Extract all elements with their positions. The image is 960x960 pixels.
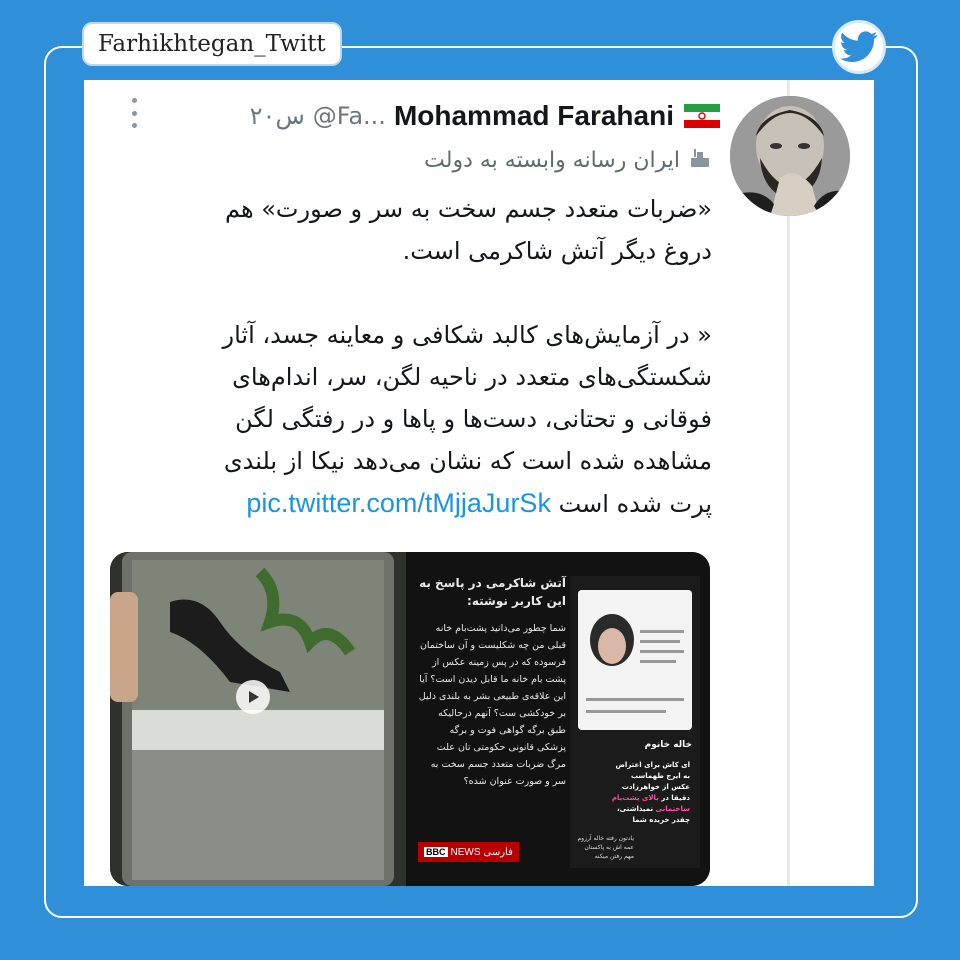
tweet-line: «ضربات متعدد جسم سخت به سر و صورت» هم [224, 195, 712, 223]
avatar[interactable] [730, 96, 850, 216]
display-name[interactable]: Mohammad Farahani [393, 100, 674, 131]
tweet-line: فوقانی و تحتانی، دست‌ها و پاها و در رفتگی لگن [235, 405, 712, 433]
state-media-label-text: ایران رسانه وابسته به دولت [424, 147, 680, 173]
tweet-time[interactable]: ۲۰س [249, 102, 305, 130]
play-icon [246, 690, 260, 704]
tweet-line-text: پرت شده است [558, 490, 712, 518]
story-highlight: بالای پشت‌بام [611, 794, 659, 802]
bbc-image[interactable] [410, 552, 710, 886]
tweet-line: دروغ دیگر آتش شاکرمی است. [402, 237, 712, 265]
story-line [590, 793, 690, 804]
video-thumbnail[interactable] [110, 552, 406, 886]
story-line: ای کاش برای اعتراض [615, 761, 690, 769]
iran-flag-icon [684, 104, 720, 128]
story-title: خاله خانوم [644, 740, 692, 750]
story-footnote: یادتون رفته خاله آرزوم عمه اش به پاکستان مهم رفتن میکنه [577, 835, 634, 860]
story-line-part: دقیقا در [661, 794, 690, 802]
story-line [590, 804, 690, 815]
tweet-line: شکستگی‌های متعدد در ناحیه لگن، سر، اندام‌های [232, 363, 712, 391]
tweet-line-last [124, 482, 712, 525]
bbc-letters: BBC [426, 847, 446, 857]
story-line-part: نمیذاشتی، [617, 805, 654, 813]
channel-handle-text: Farhikhtegan_Twitt [98, 31, 326, 57]
tweet-line: « در آزمایش‌های کالبد شکافی و معاینه جسد، آثار [222, 321, 712, 349]
story-text [590, 760, 690, 826]
story-screenshot [578, 590, 692, 730]
tweet-body [124, 188, 712, 525]
channel-handle-badge [82, 22, 342, 66]
bbc-logo [418, 842, 519, 862]
tweet-line: مشاهده شده است که نشان می‌دهد نیکا از بلندی [223, 447, 712, 475]
quote-body: شما چطور می‌دانید پشت‌بام خانه قبلی من چه شکلیست و آن ساختمان فرسوده که در پس زمینه عکس از پشت بام خانه ما قابل دیدن است؟ آیا این علاقه‌ی طبیعی بشر به بلندی دلیل بر خودکشی ست؟ آنهم درحالیکه طبق برگه گواهی فوت و برگه پزشکی قانونی حکومتی تان علت مرگ ضربات متعدد جسم سخت به سر و صورت عنوان شده؟ [418, 623, 566, 787]
podium-icon [688, 146, 712, 174]
twitter-bird-icon [832, 20, 886, 74]
bbc-quote [418, 574, 566, 790]
story-highlight: ساختمانی [655, 805, 690, 813]
quote-title: آتش شاکرمی در پاسخ به این کاربر نوشته: [419, 576, 566, 608]
tweet-media[interactable] [110, 552, 710, 886]
bbc-news-text: NEWS [450, 846, 481, 858]
tweet-header [120, 96, 720, 136]
media-link[interactable]: pic.twitter.com/tMjjaJurSk [246, 488, 551, 518]
play-button[interactable] [236, 680, 270, 714]
bbc-lang-text: فارسی [483, 846, 513, 858]
story-line: عکس از خواهرزادت [621, 783, 690, 791]
instagram-story [570, 576, 700, 868]
state-media-label[interactable] [300, 140, 712, 180]
tweet-handle[interactable]: @Fa... [312, 102, 386, 130]
story-line: چقدر خریده شما [632, 816, 690, 824]
story-line: به ایرج طهماسب [630, 772, 690, 780]
